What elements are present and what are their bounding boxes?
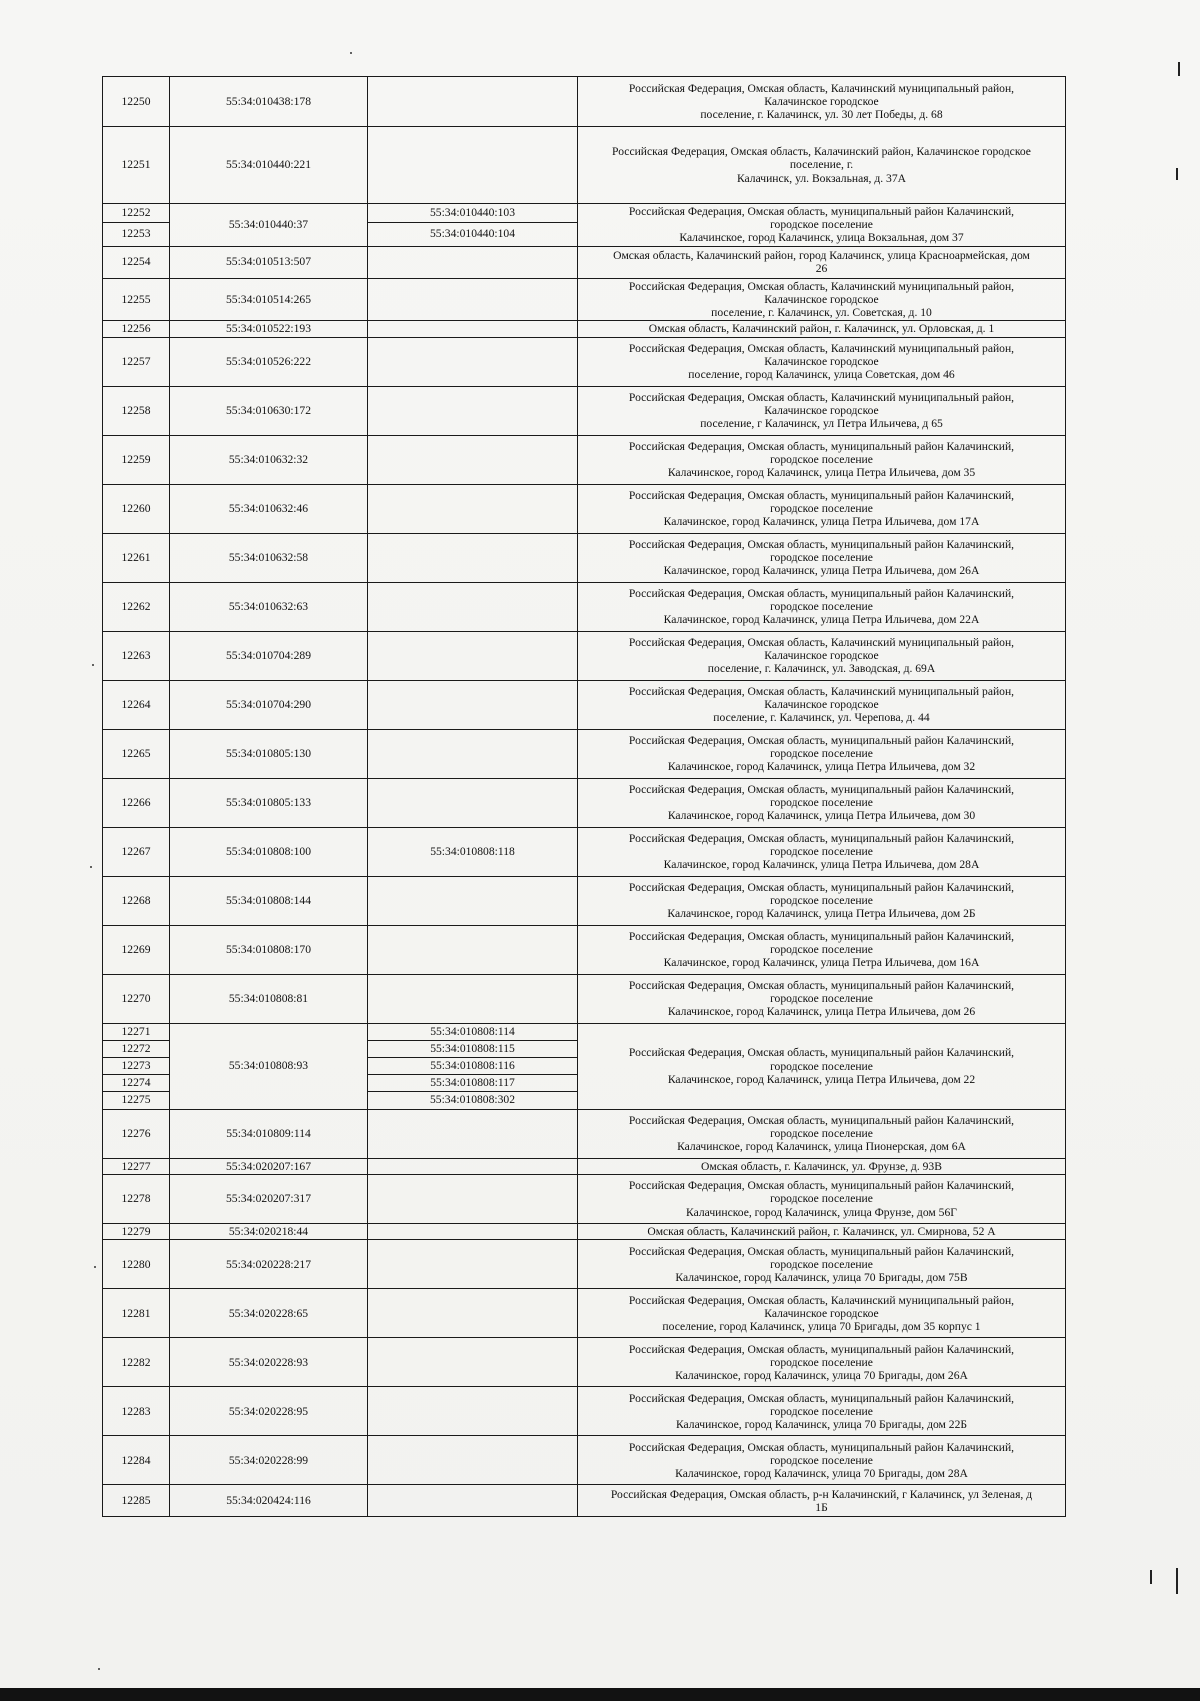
- cadastral-number: 55:34:020218:44: [170, 1224, 368, 1240]
- table-row: [103, 1023, 1066, 1040]
- address-line: городское поселение: [770, 943, 873, 957]
- cadastral-number: 55:34:010632:58: [170, 533, 368, 582]
- scan-speck: [98, 1668, 100, 1670]
- address-line: 1Б: [815, 1500, 828, 1514]
- cadastral-number: 55:34:020424:116: [170, 1485, 368, 1517]
- address-line: Калачинское, город Калачинск, улица 70 Бригады, дом 22Б: [675, 1418, 968, 1432]
- table-row: [103, 582, 1066, 631]
- address-line: поселение, город Калачинск, улица Советская, дом 46: [688, 368, 955, 382]
- address: [578, 321, 1066, 337]
- address-line: городское поселение: [770, 1059, 873, 1073]
- address-line: Российская Федерация, Омская область, муниципальный район Калачинский,: [628, 831, 1015, 845]
- scan-edge-mark: [1150, 1570, 1152, 1584]
- table-row: [103, 386, 1066, 435]
- cadastral-number: 55:34:020228:99: [170, 1436, 368, 1485]
- address-line: поселение, г. Калачинск, ул. Советская, д. 10: [711, 306, 932, 320]
- row-number: 12274: [103, 1074, 170, 1091]
- linked-cadastral-number: [368, 533, 578, 582]
- address-line: городское поселение: [770, 1355, 873, 1369]
- linked-cadastral-number: [368, 435, 578, 484]
- address-line: Российская Федерация, Омская область, муниципальный район Калачинский,: [628, 1391, 1015, 1405]
- address-line: Российская Федерация, Омская область, Калачинский муниципальный район,: [628, 390, 1015, 404]
- address-line: Калачинское, город Калачинск, улица Петра Ильичева, дом 30: [667, 809, 976, 823]
- address-line: Российская Федерация, Омская область, р-н Калачинский, г Калачинск, ул Зеленая, д: [610, 1487, 1033, 1501]
- row-number: 12284: [103, 1436, 170, 1485]
- row-number: 12257: [103, 337, 170, 386]
- row-number: 12267: [103, 827, 170, 876]
- cadastral-number: 55:34:010808:170: [170, 925, 368, 974]
- address-line: Омская область, Калачинский район, город Калачинск, улица Красноармейская, дом: [613, 248, 1030, 262]
- linked-cadastral-number: [368, 1175, 578, 1224]
- cadastral-number: 55:34:020228:95: [170, 1387, 368, 1436]
- address-line: Российская Федерация, Омская область, муниципальный район Калачинский,: [628, 1342, 1015, 1356]
- address-line: Калачинское городское: [764, 1306, 879, 1320]
- address: [578, 533, 1066, 582]
- row-number: 12259: [103, 435, 170, 484]
- linked-cadastral-number: 55:34:010808:114: [368, 1023, 578, 1040]
- row-number: 12281: [103, 1289, 170, 1338]
- cadastral-number: 55:34:020207:167: [170, 1158, 368, 1174]
- table-row: [103, 204, 1066, 223]
- cadastral-number: 55:34:010632:63: [170, 582, 368, 631]
- cadastral-number: 55:34:010438:178: [170, 77, 368, 127]
- address-line: городское поселение: [770, 845, 873, 859]
- table-row: [103, 1338, 1066, 1387]
- address: [578, 1109, 1066, 1158]
- address-line: Калачинское городское: [764, 94, 879, 108]
- table-row: [103, 1224, 1066, 1240]
- linked-cadastral-number: 55:34:010440:104: [368, 222, 578, 246]
- address-line: Российская Федерация, Омская область, муниципальный район Калачинский,: [628, 1113, 1015, 1127]
- address-line: Российская Федерация, Омская область, Калачинский муниципальный район,: [628, 81, 1015, 95]
- address-line: Калачинское, город Калачинск, улица Петра Ильичева, дом 32: [667, 760, 976, 774]
- address: [578, 77, 1066, 127]
- address-line: Калачинское, город Калачинск, улица Петра Ильичева, дом 26: [667, 1005, 976, 1019]
- linked-cadastral-number: [368, 1224, 578, 1240]
- scan-edge-mark: [1178, 62, 1180, 76]
- scan-edge-mark: [1176, 1568, 1178, 1594]
- table-row: [103, 1387, 1066, 1436]
- address-line: Калачинское, город Калачинск, улица 70 Бригады, дом 28А: [675, 1467, 968, 1481]
- linked-cadastral-number: [368, 1158, 578, 1174]
- cadastral-number: 55:34:010632:46: [170, 484, 368, 533]
- linked-cadastral-number: [368, 1338, 578, 1387]
- address: [578, 484, 1066, 533]
- cadastral-number: 55:34:010630:172: [170, 386, 368, 435]
- table-row: [103, 1175, 1066, 1224]
- linked-cadastral-number: [368, 778, 578, 827]
- address-line: Калачинское, город Калачинск, улица Петра Ильичева, дом 26А: [663, 564, 980, 578]
- cadastral-number: 55:34:010704:289: [170, 631, 368, 680]
- address-line: Калачинское, город Калачинск, улица 70 Бригады, дом 26А: [675, 1369, 968, 1383]
- row-number: 12271: [103, 1023, 170, 1040]
- table-row: [103, 246, 1066, 278]
- row-number: 12277: [103, 1158, 170, 1174]
- address-line: Российская Федерация, Омская область, Калачинский муниципальный район,: [628, 635, 1015, 649]
- address-line: городское поселение: [770, 1453, 873, 1467]
- row-number: 12276: [103, 1109, 170, 1158]
- table-row: [103, 827, 1066, 876]
- address-line: Калачинское городское: [764, 698, 879, 712]
- row-number: 12262: [103, 582, 170, 631]
- row-number: 12285: [103, 1485, 170, 1517]
- cadastral-number: 55:34:010522:193: [170, 321, 368, 337]
- address-line: Калачинское городское: [764, 404, 879, 418]
- address-line: Российская Федерация, Омская область, муниципальный район Калачинский,: [628, 1244, 1015, 1258]
- row-number: 12282: [103, 1338, 170, 1387]
- linked-cadastral-number: 55:34:010808:117: [368, 1074, 578, 1091]
- address: [578, 1175, 1066, 1224]
- address: [578, 1387, 1066, 1436]
- table-row: [103, 1436, 1066, 1485]
- linked-cadastral-number: 55:34:010808:115: [368, 1040, 578, 1057]
- row-number: 12275: [103, 1091, 170, 1109]
- address-line: городское поселение: [770, 992, 873, 1006]
- address-line: Российская Федерация, Омская область, Калачинский муниципальный район,: [628, 684, 1015, 698]
- property-register-table: [102, 76, 1066, 1517]
- address-line: Российская Федерация, Омская область, муниципальный район Калачинский,: [628, 1440, 1015, 1454]
- address-line: Российская Федерация, Омская область, муниципальный район Калачинский,: [628, 929, 1015, 943]
- linked-cadastral-number: [368, 127, 578, 204]
- row-number: 12272: [103, 1040, 170, 1057]
- row-number: 12283: [103, 1387, 170, 1436]
- scan-edge-mark: [1176, 168, 1178, 180]
- address-line: Российская Федерация, Омская область, муниципальный район Калачинский,: [628, 1179, 1015, 1193]
- linked-cadastral-number: [368, 386, 578, 435]
- address-line: Калачинское, город Калачинск, улица Петра Ильичева, дом 22: [667, 1072, 976, 1086]
- row-number: 12269: [103, 925, 170, 974]
- linked-cadastral-number: [368, 246, 578, 278]
- address-line: Российская Федерация, Омская область, муниципальный район Калачинский,: [628, 537, 1015, 551]
- table-row: [103, 321, 1066, 337]
- address-line: поселение, г Калачинск, ул Петра Ильичева, д 65: [700, 417, 943, 431]
- row-number: 12254: [103, 246, 170, 278]
- row-number: 12280: [103, 1240, 170, 1289]
- address: [578, 876, 1066, 925]
- table-row: [103, 680, 1066, 729]
- address: [578, 827, 1066, 876]
- address-line: Российская Федерация, Омская область, муниципальный район Калачинский,: [628, 205, 1015, 218]
- address: [578, 1224, 1066, 1240]
- address: [578, 1436, 1066, 1485]
- address-line: городское поселение: [770, 600, 873, 614]
- address-line: Калачинское, город Калачинск, улица Вокзальная, дом 37: [679, 231, 964, 245]
- linked-cadastral-number: [368, 1387, 578, 1436]
- row-number: 12270: [103, 974, 170, 1023]
- table-row: [103, 435, 1066, 484]
- cadastral-number: 55:34:010513:507: [170, 246, 368, 278]
- table-row: [103, 77, 1066, 127]
- address: [578, 680, 1066, 729]
- address: [578, 778, 1066, 827]
- cadastral-number: 55:34:010808:81: [170, 974, 368, 1023]
- address-line: Российская Федерация, Омская область, муниципальный район Калачинский,: [628, 586, 1015, 600]
- address: [578, 246, 1066, 278]
- cadastral-number: 55:34:010809:114: [170, 1109, 368, 1158]
- address-line: Калачинское городское: [764, 355, 879, 369]
- row-number: 12278: [103, 1175, 170, 1224]
- row-number: 12258: [103, 386, 170, 435]
- linked-cadastral-number: [368, 484, 578, 533]
- linked-cadastral-number: [368, 77, 578, 127]
- cadastral-number: 55:34:010704:290: [170, 680, 368, 729]
- address: [578, 1023, 1066, 1109]
- address-line: Российская Федерация, Омская область, муниципальный район Калачинский,: [628, 733, 1015, 747]
- table-row: [103, 127, 1066, 204]
- address-line: Калачинское, город Калачинск, улица 70 Бригады, дом 75В: [675, 1271, 968, 1285]
- register-body: [103, 77, 1066, 1517]
- address-line: городское поселение: [770, 218, 873, 232]
- address-line: поселение, г. Калачинск, ул. 30 лет Победы, д. 68: [700, 108, 943, 122]
- table-row: [103, 876, 1066, 925]
- table-row: [103, 778, 1066, 827]
- cadastral-number: 55:34:010440:37: [170, 204, 368, 247]
- row-number: 12264: [103, 680, 170, 729]
- cadastral-number: 55:34:020228:217: [170, 1240, 368, 1289]
- cadastral-number: 55:34:010514:265: [170, 278, 368, 321]
- row-number: 12268: [103, 876, 170, 925]
- address: [578, 631, 1066, 680]
- row-number: 12265: [103, 729, 170, 778]
- address: [578, 435, 1066, 484]
- address-line: Калачинское, город Калачинск, улица Фрунзе, дом 56Г: [686, 1205, 957, 1219]
- address-line: городское поселение: [770, 1257, 873, 1271]
- table-row: [103, 1289, 1066, 1338]
- scan-speck: [94, 1266, 96, 1268]
- address: [578, 1158, 1066, 1174]
- address: [578, 1485, 1066, 1517]
- address-line: Российская Федерация, Омская область, Калачинский муниципальный район,: [628, 1293, 1015, 1307]
- address: [578, 974, 1066, 1023]
- row-number: 12263: [103, 631, 170, 680]
- table-row: [103, 729, 1066, 778]
- table-row: [103, 925, 1066, 974]
- row-number: 12256: [103, 321, 170, 337]
- address-line: городское поселение: [770, 502, 873, 516]
- table-row: [103, 337, 1066, 386]
- linked-cadastral-number: [368, 680, 578, 729]
- address: [578, 1240, 1066, 1289]
- cadastral-number: 55:34:010808:100: [170, 827, 368, 876]
- table-row: [103, 484, 1066, 533]
- address-line: Российская Федерация, Омская область, муниципальный район Калачинский,: [628, 488, 1015, 502]
- address: [578, 337, 1066, 386]
- address-line: поселение, город Калачинск, улица 70 Бригады, дом 35 корпус 1: [662, 1320, 981, 1334]
- address-line: Российская Федерация, Омская область, Калачинский район, Калачинское городское: [612, 145, 1031, 159]
- table-row: [103, 1485, 1066, 1517]
- address-line: городское поселение: [770, 796, 873, 810]
- address-line: Российская Федерация, Омская область, муниципальный район Калачинский,: [628, 880, 1015, 894]
- linked-cadastral-number: [368, 337, 578, 386]
- linked-cadastral-number: [368, 1485, 578, 1517]
- scan-bottom-edge: [0, 1688, 1200, 1701]
- row-number: 12250: [103, 77, 170, 127]
- address-line: городское поселение: [770, 1404, 873, 1418]
- cadastral-number: 55:34:010440:221: [170, 127, 368, 204]
- address-line: Российская Федерация, Омская область, муниципальный район Калачинский,: [628, 439, 1015, 453]
- scan-speck: [92, 664, 94, 666]
- address: [578, 729, 1066, 778]
- address-line: городское поселение: [770, 1127, 873, 1141]
- address-line: Российская Федерация, Омская область, муниципальный район Калачинский,: [628, 1046, 1015, 1060]
- cadastral-number: 55:34:010805:130: [170, 729, 368, 778]
- address: [578, 127, 1066, 204]
- table-row: [103, 533, 1066, 582]
- address-line: Калачинское, город Калачинск, улица Петра Ильичева, дом 17А: [663, 515, 980, 529]
- address: [578, 1289, 1066, 1338]
- scan-speck: [350, 52, 352, 54]
- linked-cadastral-number: 55:34:010808:302: [368, 1091, 578, 1109]
- linked-cadastral-number: [368, 974, 578, 1023]
- address-line: Российская Федерация, Омская область, муниципальный район Калачинский,: [628, 978, 1015, 992]
- address-line: Калачинское, город Калачинск, улица Петра Ильичева, дом 28А: [663, 858, 980, 872]
- address: [578, 386, 1066, 435]
- address-line: Калачинск, ул. Вокзальная, д. 37А: [736, 171, 907, 185]
- table-row: [103, 1109, 1066, 1158]
- linked-cadastral-number: 55:34:010808:116: [368, 1057, 578, 1074]
- linked-cadastral-number: 55:34:010808:118: [368, 827, 578, 876]
- address: [578, 582, 1066, 631]
- table-row: [103, 631, 1066, 680]
- linked-cadastral-number: [368, 1240, 578, 1289]
- address-line: Омская область, Калачинский район, г. Калачинск, ул. Смирнова, 52 А: [647, 1225, 996, 1239]
- linked-cadastral-number: [368, 582, 578, 631]
- address-line: городское поселение: [770, 453, 873, 467]
- address: [578, 925, 1066, 974]
- address-line: Калачинское, город Калачинск, улица Петра Ильичева, дом 2Б: [667, 907, 976, 921]
- address: [578, 204, 1066, 247]
- linked-cadastral-number: [368, 925, 578, 974]
- address-line: Омская область, г. Калачинск, ул. Фрунзе, д. 93В: [701, 1159, 942, 1173]
- row-number: 12252: [103, 204, 170, 223]
- cadastral-number: 55:34:010632:32: [170, 435, 368, 484]
- cadastral-number: 55:34:020207:317: [170, 1175, 368, 1224]
- address-line: Российская Федерация, Омская область, Калачинский муниципальный район,: [628, 279, 1015, 293]
- address-line: городское поселение: [770, 894, 873, 908]
- address-line: 26: [815, 262, 828, 276]
- row-number: 12266: [103, 778, 170, 827]
- cadastral-number: 55:34:020228:65: [170, 1289, 368, 1338]
- address-line: Калачинское городское: [764, 292, 879, 306]
- cadastral-number: 55:34:010808:93: [170, 1023, 368, 1109]
- address-line: поселение, г. Калачинск, ул. Черепова, д. 44: [713, 711, 930, 725]
- row-number: 12253: [103, 222, 170, 246]
- cadastral-number: 55:34:010808:144: [170, 876, 368, 925]
- address-line: Калачинское, город Калачинск, улица Петра Ильичева, дом 22А: [663, 613, 980, 627]
- row-number: 12251: [103, 127, 170, 204]
- cadastral-number: 55:34:010526:222: [170, 337, 368, 386]
- address-line: Российская Федерация, Омская область, муниципальный район Калачинский,: [628, 782, 1015, 796]
- table-row: [103, 974, 1066, 1023]
- address: [578, 278, 1066, 321]
- address-line: городское поселение: [770, 551, 873, 565]
- address-line: Российская Федерация, Омская область, Калачинский муниципальный район,: [628, 341, 1015, 355]
- address-line: Омская область, Калачинский район, г. Калачинск, ул. Орловская, д. 1: [648, 322, 995, 336]
- linked-cadastral-number: [368, 1109, 578, 1158]
- address-line: городское поселение: [770, 747, 873, 761]
- cadastral-number: 55:34:010805:133: [170, 778, 368, 827]
- address-line: поселение, г. Калачинск, ул. Заводская, д. 69А: [707, 662, 936, 676]
- linked-cadastral-number: [368, 1289, 578, 1338]
- linked-cadastral-number: [368, 278, 578, 321]
- linked-cadastral-number: [368, 876, 578, 925]
- linked-cadastral-number: [368, 321, 578, 337]
- row-number: 12273: [103, 1057, 170, 1074]
- row-number: 12255: [103, 278, 170, 321]
- table-row: [103, 278, 1066, 321]
- linked-cadastral-number: [368, 631, 578, 680]
- table-row: [103, 1240, 1066, 1289]
- address-line: Калачинское, город Калачинск, улица Петра Ильичева, дом 35: [667, 466, 976, 480]
- address-line: Калачинское городское: [764, 649, 879, 663]
- row-number: 12279: [103, 1224, 170, 1240]
- linked-cadastral-number: [368, 1436, 578, 1485]
- address-line: Калачинское, город Калачинск, улица Петра Ильичева, дом 16А: [663, 956, 980, 970]
- address-line: городское поселение: [770, 1192, 873, 1206]
- address-line: поселение, г.: [789, 158, 854, 172]
- cadastral-number: 55:34:020228:93: [170, 1338, 368, 1387]
- address: [578, 1338, 1066, 1387]
- address-line: Калачинское, город Калачинск, улица Пионерская, дом 6А: [677, 1140, 966, 1154]
- scan-speck: [90, 866, 92, 868]
- linked-cadastral-number: 55:34:010440:103: [368, 204, 578, 223]
- linked-cadastral-number: [368, 729, 578, 778]
- row-number: 12261: [103, 533, 170, 582]
- row-number: 12260: [103, 484, 170, 533]
- table-row: [103, 1158, 1066, 1174]
